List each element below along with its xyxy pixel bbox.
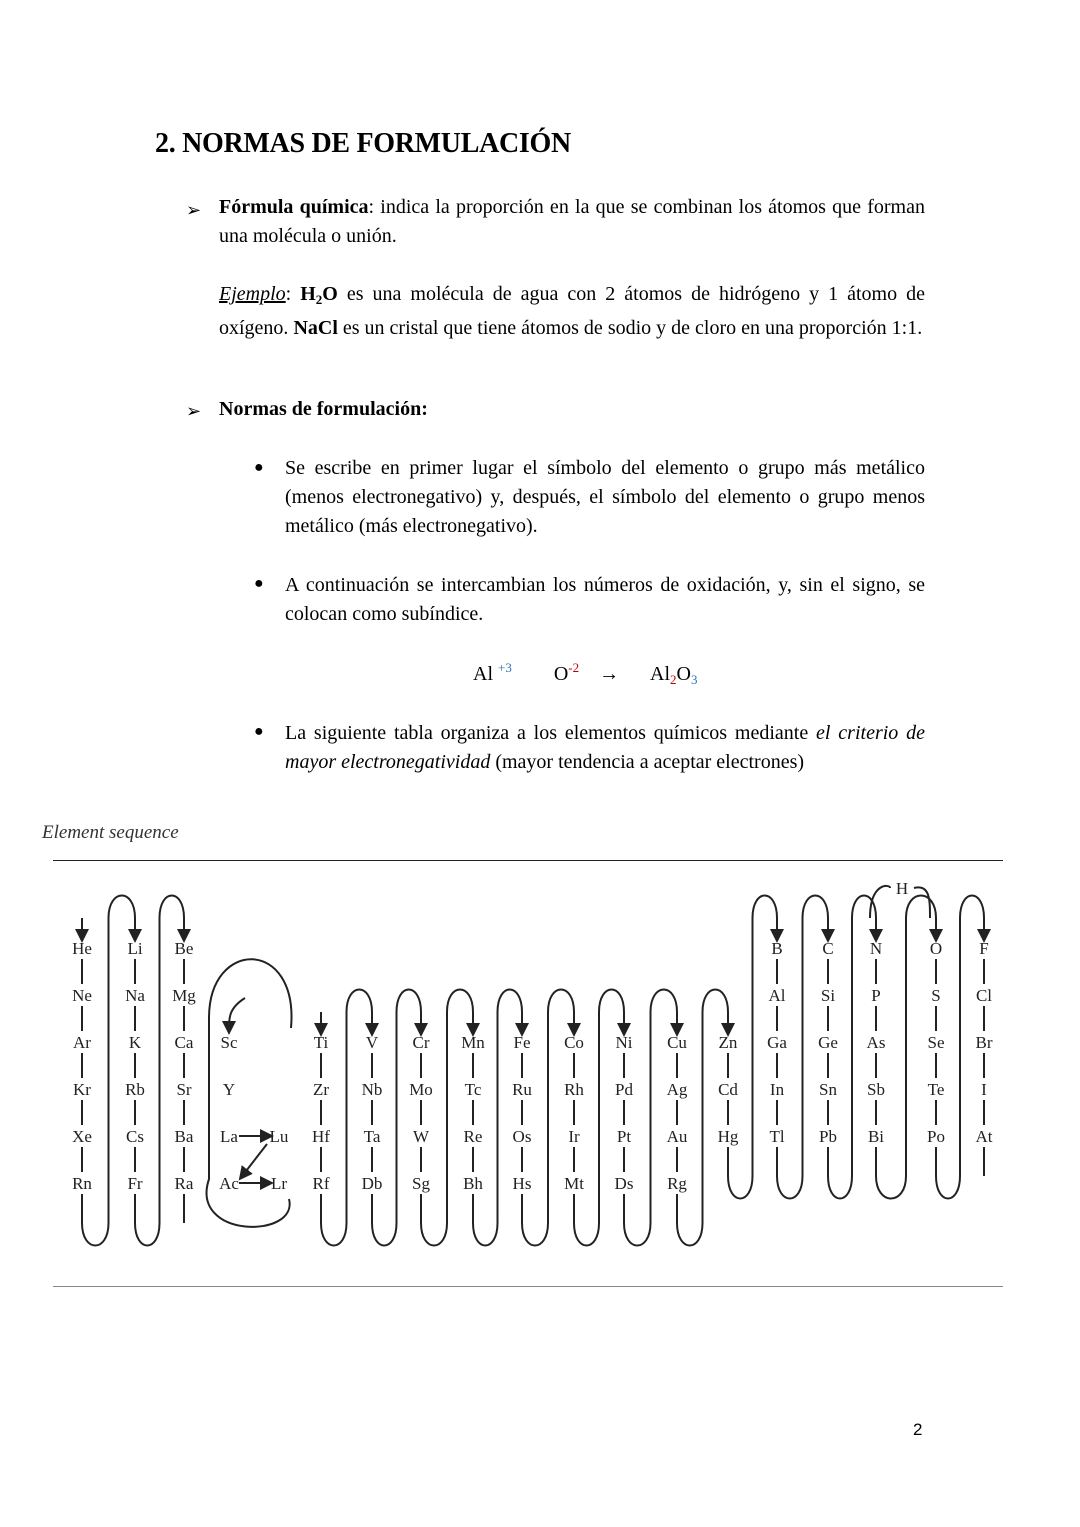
element-mg: Mg [172, 986, 196, 1005]
element-sn: Sn [819, 1080, 837, 1099]
hydrogen-link-right [914, 887, 930, 918]
element-rh: Rh [564, 1080, 584, 1099]
element-o: O [929, 939, 943, 958]
bend-bottom-2 [321, 1223, 347, 1246]
element-sg: Sg [412, 1174, 430, 1193]
bullet-dot-icon: ● [254, 575, 264, 592]
bend-bottom-0 [82, 1223, 109, 1246]
element-at: At [975, 1127, 993, 1146]
bend-bottom-6 [522, 1223, 548, 1246]
bend-top-4 [447, 990, 473, 1013]
sequence-title: Element sequence [42, 822, 179, 843]
element-lr: Lr [270, 1174, 288, 1193]
element-mn: Mn [461, 1033, 485, 1052]
bend-top-2 [347, 990, 373, 1013]
element-si: Si [820, 986, 836, 1005]
bend-bottom-9 [677, 1223, 703, 1246]
bend-top-9 [703, 990, 729, 1013]
element-hf: Hf [312, 1127, 330, 1146]
h2o-formula: $H_2O$ [300, 283, 338, 307]
element-fr: Fr [127, 1174, 143, 1193]
nacl-formula: NaCl [293, 317, 338, 339]
bend-bottom-12 [828, 1176, 852, 1199]
example-label: Ejemplo [219, 283, 286, 305]
element-rn: Rn [72, 1174, 92, 1193]
element-ru: Ru [512, 1080, 532, 1099]
element-re: Re [463, 1127, 483, 1146]
element-ta: Ta [363, 1127, 381, 1146]
element-kr: Kr [73, 1080, 91, 1099]
element-pd: Pd [615, 1080, 633, 1099]
element-s: S [931, 986, 941, 1005]
element-al: Al [768, 986, 786, 1005]
element-se: Se [927, 1033, 945, 1052]
divider-top [53, 860, 1003, 861]
element-cs: Cs [126, 1127, 144, 1146]
element-zr: Zr [312, 1080, 330, 1099]
element-ni: Ni [615, 1033, 633, 1052]
element-ir: Ir [568, 1127, 580, 1146]
bend-bottom-5 [473, 1223, 498, 1246]
page-heading: 2. NORMAS DE FORMULACIÓN [155, 128, 571, 159]
element-pb: Pb [819, 1127, 837, 1146]
element-os: Os [512, 1127, 532, 1146]
bend-top-7 [599, 990, 624, 1013]
bullet-dot-icon: ● [254, 723, 264, 740]
formula-example [219, 280, 925, 343]
lu-ac-arrow [243, 1144, 267, 1175]
element-ac: Ac [219, 1174, 239, 1193]
element-rg: Rg [667, 1174, 687, 1193]
element-br: Br [975, 1033, 993, 1052]
example-colon: : [285, 283, 301, 305]
formula-term: Fórmula química [219, 196, 369, 218]
bend-top-11 [803, 896, 829, 919]
element-co: Co [564, 1033, 584, 1052]
element-db: Db [361, 1174, 383, 1193]
element-cl: Cl [975, 986, 993, 1005]
formula-text: : indica la proporción en la que se combinan los átomos que forman una molécula o unión. [219, 196, 925, 247]
element-hs: Hs [512, 1174, 532, 1193]
example-text-2: es un cristal que tiene átomos de sodio y de cloro en una proporción 1:1. [337, 317, 923, 339]
element-pt: Pt [616, 1127, 632, 1146]
oxidation-equation: Al $^{+3}$ $O^{-2} \to Al_2O_3$ [473, 660, 698, 687]
bend-bottom-10 [728, 1176, 753, 1199]
element-n: N [869, 939, 883, 958]
bullet-dot-icon: ● [254, 459, 264, 476]
rule-1: Se escribe en primer lugar el símbolo del elemento o grupo más metálico (menos electronegativo) y, después, el símbolo del elemento o grupo menos metálico (más electronegativo). [285, 457, 925, 537]
element-ar: Ar [73, 1033, 91, 1052]
bend-bottom-4 [421, 1223, 447, 1246]
arrow-bullet-icon: ➢ [186, 401, 202, 421]
formula-definition [219, 193, 925, 251]
element-ge: Ge [818, 1033, 838, 1052]
bend-bottom-1 [135, 1223, 160, 1246]
element-xe: Xe [72, 1127, 92, 1146]
page-number: 2 [913, 1420, 923, 1439]
bend-top-14 [960, 896, 984, 919]
element-cr: Cr [412, 1033, 430, 1052]
element-h: H [895, 879, 909, 898]
element-bh: Bh [463, 1174, 483, 1193]
element-v: V [365, 1033, 379, 1052]
element-y: Y [222, 1080, 236, 1099]
bend-top-1 [160, 896, 185, 919]
bend-top-8 [651, 990, 678, 1013]
element-au: Au [666, 1127, 688, 1146]
element-mt: Mt [564, 1174, 584, 1193]
element-f: F [979, 939, 989, 958]
element-k: K [128, 1033, 142, 1052]
bend-top-0 [109, 896, 136, 919]
bend-bottom-14 [936, 1176, 960, 1199]
element-ne: Ne [72, 986, 92, 1005]
element-la: La [220, 1127, 238, 1146]
element-na: Na [125, 986, 145, 1005]
bend-top-3 [397, 990, 422, 1013]
element-zn: Zn [718, 1033, 738, 1052]
element-mo: Mo [409, 1080, 433, 1099]
element-w: W [412, 1127, 430, 1146]
element-ra: Ra [174, 1174, 194, 1193]
element-bi: Bi [867, 1127, 885, 1146]
element-tc: Tc [464, 1080, 482, 1099]
bend-top-5 [498, 990, 523, 1013]
rule-3: La siguiente tabla organiza a los elementos químicos mediante el criterio de mayor electronegatividad (mayor tendencia a aceptar electrones) [285, 722, 925, 773]
element-rb: Rb [125, 1080, 145, 1099]
element-b: B [771, 939, 783, 958]
element-po: Po [927, 1127, 945, 1146]
element-in: In [769, 1080, 785, 1099]
element-ds: Ds [614, 1174, 634, 1193]
bend-top-13 [906, 896, 936, 919]
element-ti: Ti [313, 1033, 329, 1052]
element-ga: Ga [767, 1033, 787, 1052]
element-cu: Cu [667, 1033, 687, 1052]
element-i: I [981, 1080, 987, 1099]
element-tl: Tl [769, 1127, 785, 1146]
element-ca: Ca [174, 1033, 194, 1052]
element-cd: Cd [718, 1080, 738, 1099]
element-hg: Hg [717, 1127, 739, 1146]
element-nb: Nb [361, 1080, 383, 1099]
element-sc: Sc [220, 1033, 238, 1052]
bend-bottom-13 [876, 1176, 906, 1199]
divider-bottom [53, 1286, 1003, 1287]
element-fe: Fe [513, 1033, 531, 1052]
element-sb: Sb [867, 1080, 885, 1099]
bend-bottom-3 [372, 1223, 397, 1246]
bend-top-10 [753, 896, 778, 919]
bend-top-6 [548, 990, 574, 1013]
element-he: He [72, 939, 92, 958]
element-c: C [822, 939, 834, 958]
arrow-bullet-icon: ➢ [186, 200, 202, 220]
bend-bottom-7 [574, 1223, 599, 1246]
sc-arrow [229, 998, 245, 1028]
reaction-arrow-icon: → [599, 663, 620, 685]
rules-heading: Normas de formulación: [219, 398, 428, 420]
element-ba: Ba [174, 1127, 194, 1146]
element-sr: Sr [176, 1080, 192, 1099]
element-li: Li [127, 939, 143, 958]
element-te: Te [927, 1080, 945, 1099]
element-rf: Rf [312, 1174, 330, 1193]
bend-bottom-8 [624, 1223, 651, 1246]
element-lu: Lu [269, 1127, 289, 1146]
example-text-1: es una molécula de agua con 2 átomos de hidrógeno y 1 átomo de oxígeno. [219, 283, 925, 339]
element-sequence-diagram [0, 870, 1080, 1270]
element-ag: Ag [666, 1080, 688, 1099]
element-as: As [866, 1033, 886, 1052]
bend-bottom-11 [777, 1176, 803, 1199]
element-be: Be [174, 939, 194, 958]
element-p: P [871, 986, 881, 1005]
rule-2: A continuación se intercambian los números de oxidación, y, sin el signo, se colocan como subíndice. [285, 574, 925, 625]
